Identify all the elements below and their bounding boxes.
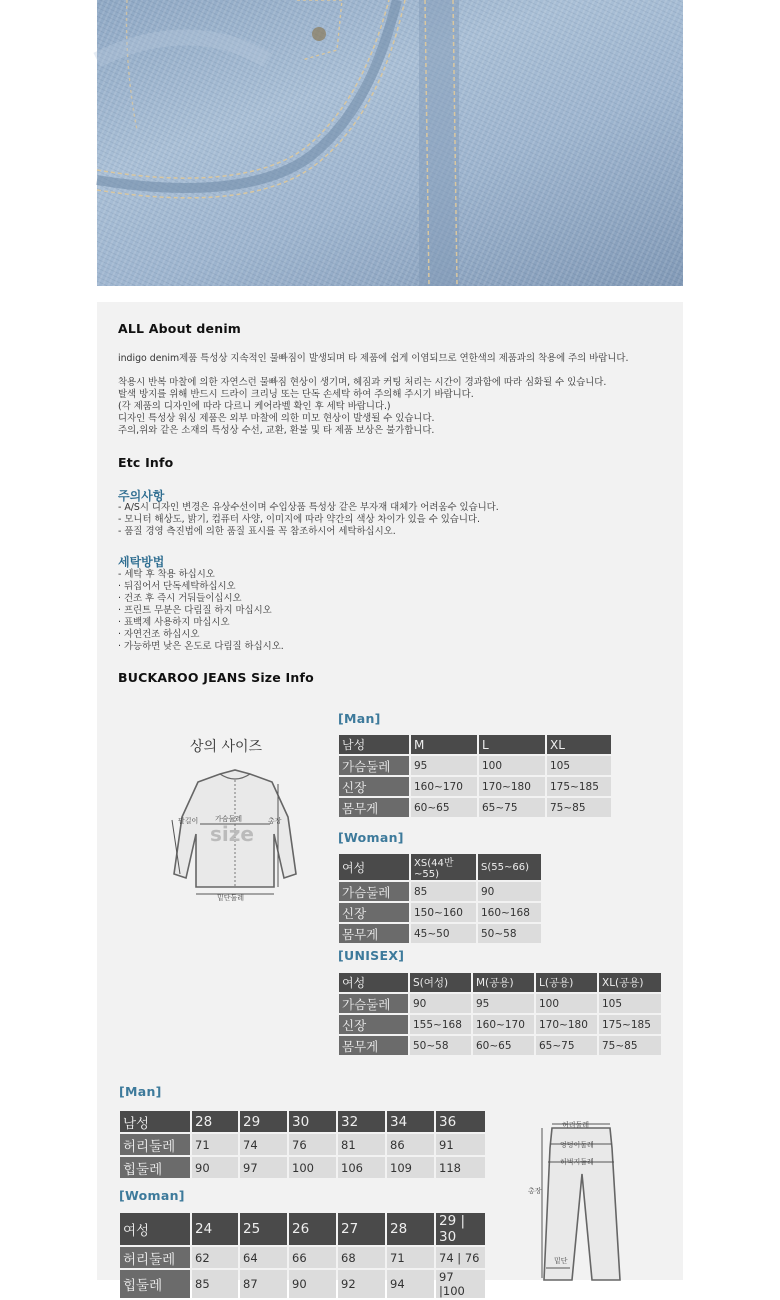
denim-pocket-photo	[97, 0, 683, 286]
table-row	[339, 1015, 661, 1034]
about-denim-paragraph: indigo denim제품 특성상 지속적인 물빠짐이 발생되며 타 제품에 쉽게 이염되므로 연한색의 제품과의 착용에 주의 바랍니다.	[118, 353, 629, 364]
table-cell: 118	[436, 1157, 485, 1178]
top-woman-section: [Woman]	[338, 830, 404, 845]
table-cell: 150~160	[411, 903, 476, 922]
table-cell: 힙둘레	[120, 1157, 190, 1178]
table-cell: 50~58	[478, 924, 541, 943]
table-cell: 71	[387, 1247, 434, 1268]
table-cell: 24	[192, 1213, 238, 1245]
table-cell: 허리둘레	[120, 1134, 190, 1155]
table-cell: 64	[240, 1247, 287, 1268]
caution-item: - 모니터 해상도, 밝기, 컴퓨터 사양, 이미지에 따라 약간의 색상 차이가 있을 수 있습니다.	[118, 514, 480, 525]
table-cell: 가슴둘레	[339, 756, 409, 775]
table-cell: 60~65	[473, 1036, 534, 1055]
about-denim-line: (각 제품의 디자인에 따라 다르니 케어라벨 확인 후 세탁 바랍니다.)	[118, 401, 391, 412]
table-cell: 87	[240, 1270, 287, 1298]
table-cell: 75~85	[547, 798, 611, 817]
table-cell: 45~50	[411, 924, 476, 943]
table-cell: 신장	[339, 1015, 408, 1034]
top-man-size-table	[337, 733, 613, 819]
table-cell: 힙둘레	[120, 1270, 190, 1298]
table-cell: M	[411, 735, 477, 754]
table-cell: 95	[411, 756, 477, 775]
table-row	[339, 882, 541, 901]
wash-title: 세탁방법	[118, 555, 165, 569]
top-man-section: [Man]	[338, 711, 381, 726]
table-row	[120, 1134, 485, 1155]
table-cell: 여성	[339, 973, 408, 992]
table-row	[120, 1247, 485, 1268]
table-header-row	[339, 973, 661, 992]
wash-item: · 프린트 무분은 다림질 하지 마십시오	[118, 605, 272, 616]
table-cell: 26	[289, 1213, 336, 1245]
table-cell: L(공용)	[536, 973, 597, 992]
table-row	[120, 1270, 485, 1298]
table-cell: 81	[338, 1134, 385, 1155]
pants-length-label: 총장	[528, 1187, 542, 1195]
table-cell: 28	[192, 1111, 238, 1132]
shirt-hem-label: 밑단둘레	[217, 894, 245, 902]
wash-item: · 표백제 사용하지 마십시오	[118, 617, 230, 628]
table-cell: 97	[240, 1157, 287, 1178]
table-cell: 100	[536, 994, 597, 1013]
table-cell: 175~185	[599, 1015, 661, 1034]
caution-item: - A/S시 디자인 변경은 유상수선이며 수입상품 특성상 같은 부자재 대체가 어려움수 있습니다.	[118, 502, 499, 513]
table-cell: 74 | 76	[436, 1247, 485, 1268]
table-cell: 75~85	[599, 1036, 661, 1055]
table-header-row	[120, 1213, 485, 1245]
table-cell: 95	[473, 994, 534, 1013]
table-cell: 34	[387, 1111, 434, 1132]
table-cell: 60~65	[411, 798, 477, 817]
table-cell: 175~185	[547, 777, 611, 796]
table-cell: 76	[289, 1134, 336, 1155]
table-header-row	[120, 1111, 485, 1132]
wash-item: · 뒤집어서 단독세탁하십시오	[118, 581, 236, 592]
table-cell: 71	[192, 1134, 238, 1155]
shirt-length-label: 총장	[268, 817, 282, 825]
table-cell: 50~58	[410, 1036, 471, 1055]
pants-hip-label: 엉덩이둘레	[560, 1141, 594, 1149]
table-cell: 36	[436, 1111, 485, 1132]
table-cell: 90	[410, 994, 471, 1013]
table-cell: XL(공용)	[599, 973, 661, 992]
table-cell: 신장	[339, 903, 409, 922]
table-cell: 남성	[339, 735, 409, 754]
shirt-sleeve-label: 팔길이	[178, 817, 199, 825]
table-row	[339, 1036, 661, 1055]
wash-item: - 세탁 후 착용 하십시오	[118, 569, 215, 580]
table-cell: 94	[387, 1270, 434, 1298]
table-cell: 몸무게	[339, 1036, 408, 1055]
table-cell: 65~75	[479, 798, 545, 817]
wash-item: · 건조 후 즉시 거둬들이십시오	[118, 593, 242, 604]
table-cell: 105	[547, 756, 611, 775]
table-cell: 90	[289, 1270, 336, 1298]
table-cell: 85	[192, 1270, 238, 1298]
table-cell: 남성	[120, 1111, 190, 1132]
table-cell: 100	[289, 1157, 336, 1178]
pants-thigh-label: 허벅지둘레	[560, 1158, 594, 1166]
table-cell: 86	[387, 1134, 434, 1155]
about-denim-title: ALL About denim	[118, 321, 242, 336]
table-header-row	[339, 735, 611, 754]
table-cell: 여성	[339, 854, 409, 880]
top-unisex-section: [UNISEX]	[338, 948, 405, 963]
table-cell: S(55~66)	[478, 854, 541, 880]
table-row	[339, 903, 541, 922]
table-cell: 30	[289, 1111, 336, 1132]
table-cell: 28	[387, 1213, 434, 1245]
table-cell: S(여성)	[410, 973, 471, 992]
shirt-chest-label: 가슴둘레	[215, 815, 243, 823]
table-cell: 85	[411, 882, 476, 901]
caution-title: 주의사항	[118, 489, 165, 503]
table-header-row	[339, 854, 541, 880]
table-cell: 32	[338, 1111, 385, 1132]
bottom-woman-size-table	[118, 1211, 487, 1300]
table-cell: 여성	[120, 1213, 190, 1245]
table-cell: 90	[192, 1157, 238, 1178]
table-cell: 몸무게	[339, 924, 409, 943]
table-row	[120, 1157, 485, 1178]
bottom-woman-section: [Woman]	[119, 1188, 185, 1203]
table-cell: 109	[387, 1157, 434, 1178]
table-cell: 가슴둘레	[339, 882, 409, 901]
table-row	[339, 777, 611, 796]
table-cell: L	[479, 735, 545, 754]
table-cell: 106	[338, 1157, 385, 1178]
table-cell: 160~170	[411, 777, 477, 796]
table-row	[339, 924, 541, 943]
table-cell: 62	[192, 1247, 238, 1268]
table-cell: 91	[436, 1134, 485, 1155]
bottom-man-section: [Man]	[119, 1084, 162, 1099]
table-cell: 25	[240, 1213, 287, 1245]
table-cell: 65~75	[536, 1036, 597, 1055]
table-cell: 29 | 30	[436, 1213, 485, 1245]
table-cell: 92	[338, 1270, 385, 1298]
bottom-man-size-table	[118, 1109, 487, 1180]
table-cell: 160~170	[473, 1015, 534, 1034]
etc-info-title: Etc Info	[118, 455, 174, 470]
table-cell: 100	[479, 756, 545, 775]
top-size-diagram-title: 상의 사이즈	[190, 739, 263, 755]
table-cell: 66	[289, 1247, 336, 1268]
size-info-title: BUCKAROO JEANS Size Info	[118, 670, 314, 685]
table-cell: 29	[240, 1111, 287, 1132]
wash-item: · 자연건조 하십시오	[118, 629, 200, 640]
pants-waist-label: 허리둘레	[562, 1121, 590, 1129]
about-denim-line: 주의,위와 같은 소재의 특성상 수선, 교환, 환불 및 타 제품 보상은 불가합니다.	[118, 425, 435, 436]
table-cell: 97 |100	[436, 1270, 485, 1298]
about-denim-line: 탈색 방지를 위해 반드시 드라이 크리닝 또는 단독 손세탁 하여 주의해 주시기 바랍니다.	[118, 389, 474, 400]
pants-hem-label: 밑단	[554, 1257, 568, 1265]
table-cell: 몸무게	[339, 798, 409, 817]
table-cell: 170~180	[536, 1015, 597, 1034]
wash-item: · 가능하면 낮은 온도로 다림질 하십시오.	[118, 641, 284, 652]
table-cell: XL	[547, 735, 611, 754]
caution-item: - 품질 경영 측진법에 의한 품질 표시를 꼭 참조하시어 세탁하십시오.	[118, 526, 396, 537]
table-cell: 허리둘레	[120, 1247, 190, 1268]
table-cell: 155~168	[410, 1015, 471, 1034]
table-row	[339, 994, 661, 1013]
table-cell: 170~180	[479, 777, 545, 796]
top-unisex-size-table	[337, 971, 663, 1057]
table-row	[339, 756, 611, 775]
table-cell: 68	[338, 1247, 385, 1268]
table-cell: 160~168	[478, 903, 541, 922]
table-cell: 90	[478, 882, 541, 901]
table-row	[339, 798, 611, 817]
about-denim-line: 착용시 반복 마찰에 의한 자연스런 물빠짐 현상이 생기며, 헤짐과 커팅 처리는 시간이 경과함에 따라 심화될 수 있습니다.	[118, 377, 607, 388]
table-cell: 신장	[339, 777, 409, 796]
table-cell: M(공용)	[473, 973, 534, 992]
about-denim-line: 디자인 특성상 워싱 제품은 외부 마찰에 의한 미모 현상이 발생될 수 있습니다.	[118, 413, 435, 424]
table-cell: 105	[599, 994, 661, 1013]
top-woman-size-table	[337, 852, 543, 945]
table-cell: 74	[240, 1134, 287, 1155]
table-cell: XS(44반~55)	[411, 854, 476, 880]
shirt-size-watermark: size	[210, 822, 254, 846]
table-cell: 가슴둘레	[339, 994, 408, 1013]
table-cell: 27	[338, 1213, 385, 1245]
denim-illustration	[97, 0, 683, 286]
